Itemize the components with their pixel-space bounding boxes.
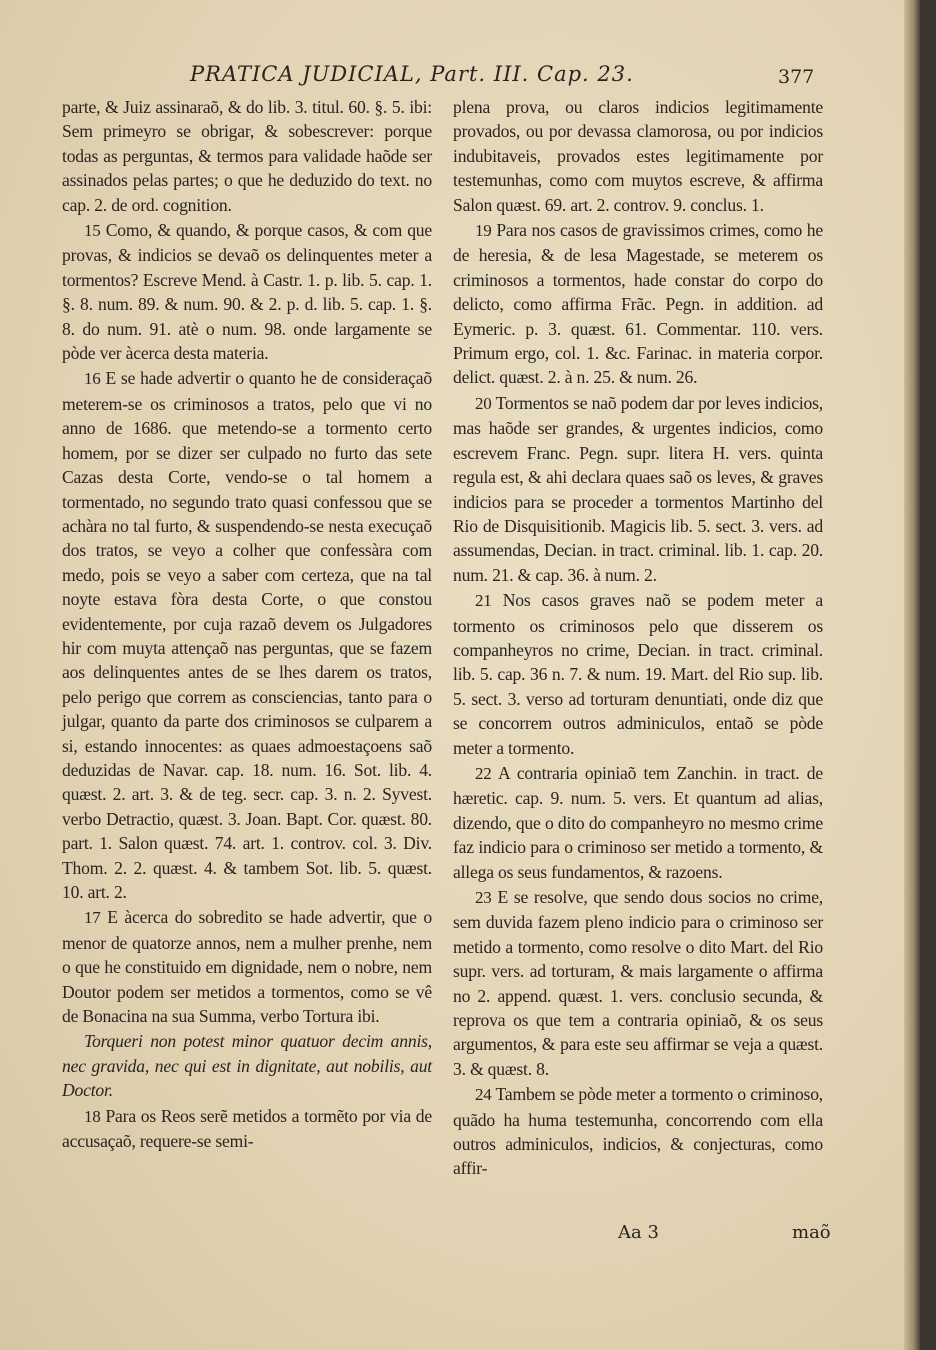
paragraph-number: 15 [84, 221, 101, 241]
paragraph-number: 22 [475, 763, 492, 783]
numbered-paragraph [453, 761, 823, 884]
numbered-paragraph [453, 391, 823, 587]
paragraph-number: 16 [84, 369, 101, 389]
numbered-paragraph [453, 1082, 823, 1181]
numbered-paragraph [453, 885, 823, 1081]
paragraph-text: Nos casos graves naõ se podem meter a tormento os criminosos pelo que disserem os companheyros no crime, Decian. in tract. criminal. lib. 5. cap. 36 n. 7. & num. 19. Mart. del Rio sup. lib. 5. sect. 3. verso ad torturam denuntiati, onde diz que se concorrem outros adminiculos, entaõ se pòde meter a tormento. [453, 590, 823, 758]
page-edge-shadow [904, 0, 920, 1350]
latin-quote [62, 1029, 432, 1102]
paragraph-text: Para os Reos serẽ metidos a tormẽto por via de accusaçaõ, requere-se semi- [62, 1105, 432, 1152]
numbered-paragraph [62, 366, 432, 904]
paragraph-number: 18 [84, 1106, 101, 1126]
continued-paragraph [62, 95, 432, 217]
numbered-paragraph [62, 905, 432, 1028]
paragraph-number: 23 [475, 888, 492, 907]
paragraph-text: parte, & Juiz assinaraõ, & do lib. 3. titul. 60. §. 5. ibi: Sem primeyro se obrigar, & sobescrever: porque todas as perguntas, & termos para validade haõde ser assinados pelas partes; o que he deduzido do text. no cap. 2. de ord. cognition. [62, 97, 432, 215]
paragraph-text: E àcerca do sobredito se hade advertir, que o menor de quatorze annos, nem a mulher prenhe, nem o que he constituido em dignidade, nem o nobre, nem Doutor podem ser metidos a tormentos, como se vê de Bonacina na sua Summa, verbo Tortura ibi. [62, 907, 432, 1027]
paragraph-text: Tormentos se naõ podem dar por leves indicios, mas haõde ser grandes, & urgentes indicios, como escrevem Franc. Pegn. supr. litera H. vers. quinta regula est, & ahi declara quaes saõ os leves, & graves indicios para se proceder a tormentos Martinho del Rio de Disquisitionib. Magicis lib. 5. sect. 3. vers. ad assumendas, Decian. in tract. criminal. lib. 1. cap. 20. num. 21. & cap. 36. à num. 2. [453, 392, 823, 585]
numbered-paragraph [62, 1104, 432, 1154]
catchword: maõ [792, 1222, 831, 1243]
paragraph-text: Como, & quando, & porque casos, & com que provas, & indicios se devaõ os delinquentes meter a tormentos? Escreve Mend. à Castr. 1. p. lib. 5. cap. 1. §. 8. num. 89. & num. 90. & 2. p. d. lib. 5. cap. 1. §. 8. do num. 91. atè o num. 98. onde largamente se pòde ver àcerca desta materia. [62, 220, 433, 364]
paragraph-number: 20 [475, 393, 492, 413]
paragraph-number: 21 [475, 591, 492, 611]
paragraph-text: Torqueri non potest minor quatuor decim annis, nec gravida, nec qui est in dignitate, aut nobilis, aut Doctor. [62, 1031, 432, 1101]
paragraph-text: Para nos casos de gravissimos crimes, como he de heresia, & de lesa Magestade, se meterem os criminosos a tormentos, hade constar do corpo do delicto, como affirma Frãc. Pegn. in addition. ad Eymeric. p. 3. quæst. 61. Commentar. 110. vers. Primum ergo, col. 1. &c. Farinac. in materia corpor. delict. quæst. 2. à n. 25. & num. 26. [453, 220, 823, 388]
paragraph-number: 24 [475, 1085, 492, 1105]
paragraph-text: A contraria opiniaõ tem Zanchin. in tract. de hæretic. cap. 9. num. 5. vers. Et quantum ad alias, dizendo, que o dito do companheyro no mesmo crime faz indicio para o criminoso ser metido a tormento, & allega os seus fundamentos, & razoens. [453, 762, 823, 882]
paragraph-number: 19 [475, 221, 492, 241]
numbered-paragraph [453, 588, 823, 760]
paragraph-text: Tambem se pòde meter a tormento o criminoso, quãdo ha huma testemunha, concorrendo com ella outros adminiculos, indicios, & conjecturas, como affir- [453, 1084, 823, 1179]
page-number: 377 [778, 66, 815, 88]
continued-paragraph [453, 95, 823, 217]
right-column [453, 95, 823, 1182]
numbered-paragraph [453, 218, 823, 390]
left-column [62, 95, 432, 1154]
paragraph-text: plena prova, ou claros indicios legitimamente provados, ou por devassa clamorosa, ou por indicios indubitaveis, provados estes legitimamente por testemunhas, como com muytos escreve, & affirma Salon quæst. 69. art. 2. controv. 9. conclus. 1. [453, 97, 823, 215]
running-head: PRATICA JUDICIAL, Part. III. Cap. 23. [190, 62, 634, 86]
numbered-paragraph [62, 218, 432, 365]
paragraph-text: E se resolve, que sendo dous socios no crime, sem duvida fazem pleno indicio para o criminoso ser metido a tormento, como resolve o dito Mart. del Rio supr. vers. ad torturam, & mais largamente o affirma no 2. append. quæst. 1. vers. conclusio secunda, & reprova os que tem a contraria opiniaõ, & os seus argumentos, & para este seu affirmar se veja a quæst. 3. & quæst. 8. [453, 887, 824, 1079]
paragraph-number: 17 [84, 908, 101, 928]
paragraph-text: E se hade advertir o quanto he de consideraçaõ meterem-se os criminosos a tratos, pelo que vi no anno de 1686. que metendo-se a tormento certo homem, por se dizer ser culpado no furto das sete Cazas desta Corte, vendo-se o tal homem a tormentado, no segundo trato quasi confessou que se achàra no tal furto, & suspendendo-se nesta execuçaõ dos tratos, se veyo a colher que confessàra com medo, pois se veyo a saber com certeza, que na tal noyte estava fòra desta Corte, o que constou evidentemente, por cuja razaõ devem os Julgadores hir com muyta attençaõ nas perguntas, que se fazem aos delinquentes antes de se lhes darem os tratos, pelo perigo que correm as consciencias, tanto para o julgar, quanto da parte dos criminosos se culparem a si, estando innocentes: as quaes admoestaçoens saõ deduzidas de Navar. cap. 18. num. 16. Sot. lib. 4. quæst. 2. art. 3. & de teg. secr. cap. 3. n. 2. Syvest. verbo Detractio, quæst. 3. Joan. Bapt. Cor. quæst. 80. part. 1. Salon quæst. 74. art. 1. controv. col. 3. Div. Thom. 2. 2. quæst. 4. & tambem Sot. lib. 5. quæst. 10. art. 2. [62, 368, 432, 902]
signature-mark: Aa 3 [618, 1222, 659, 1243]
